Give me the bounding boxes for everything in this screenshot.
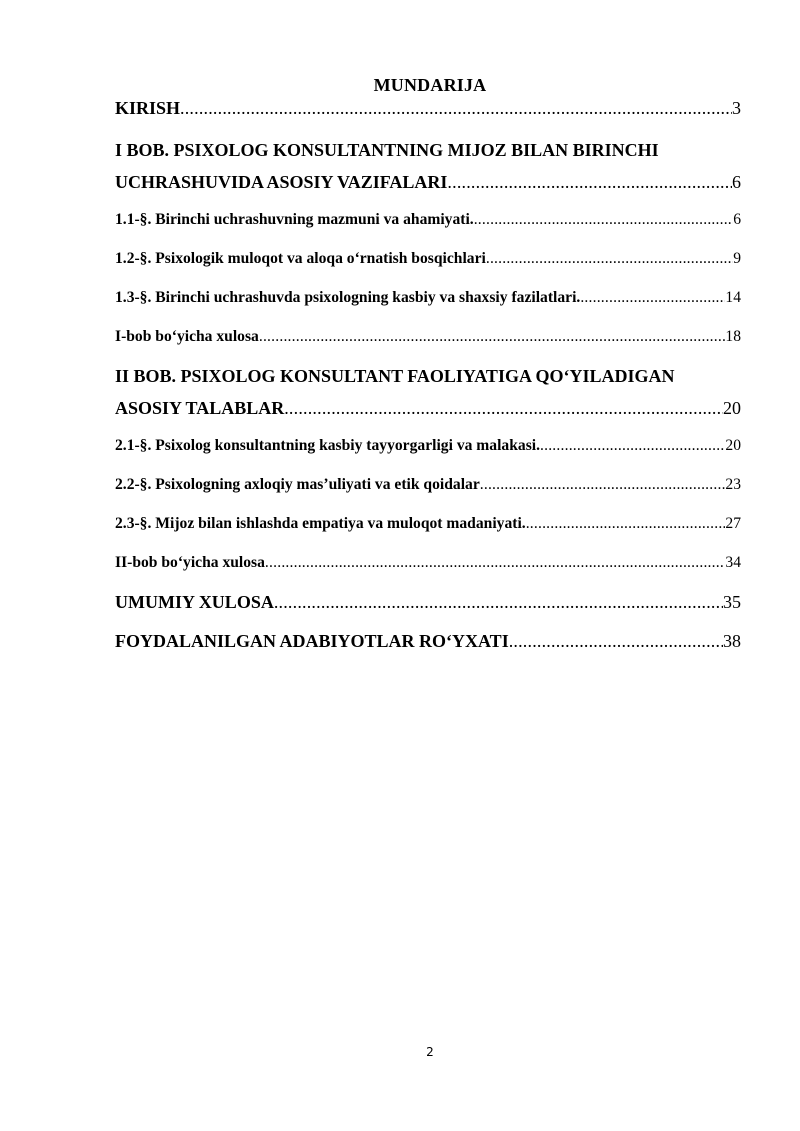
toc-entry-section-2-3[interactable] (115, 515, 741, 533)
toc-entry-section-1-1[interactable] (115, 211, 741, 229)
toc-entry-section-2-1[interactable] (115, 437, 741, 455)
dot-leader (265, 554, 725, 572)
toc-page-number: 6 (732, 172, 741, 192)
dot-leader (274, 592, 723, 613)
toc-entry-chapter-1-line1[interactable]: I BOB. PSIXOLOG KONSULTANTNING MIJOZ BILAN BIRINCHI (115, 140, 659, 160)
toc-entry-label: I-bob bo‘yicha xulosa (115, 328, 259, 345)
toc-entry-chapter-1[interactable] (115, 172, 741, 193)
toc-entry-label: UMUMIY XULOSA (115, 592, 274, 612)
toc-entry-chapter-2[interactable] (115, 398, 741, 419)
toc-page-number: 38 (723, 631, 741, 651)
toc-page-number: 35 (723, 592, 741, 612)
toc-page-number: 20 (723, 398, 741, 418)
toc-page-number: 18 (725, 328, 741, 345)
page-number: 2 (426, 1045, 434, 1059)
toc-entry-label: 2.1-§. Psixolog konsultantning kasbiy tayyorgarligi va malakasi. (115, 437, 540, 454)
dot-leader (509, 631, 723, 652)
toc-entry-section-2-2[interactable] (115, 476, 741, 494)
dot-leader (580, 289, 725, 307)
toc-entry-chapter-2-line1[interactable]: II BOB. PSIXOLOG KONSULTANT FAOLIYATIGA QO‘YILADIGAN (115, 366, 675, 386)
toc-entry-label: II-bob bo‘yicha xulosa (115, 554, 265, 571)
toc-entry-conclusion[interactable] (115, 592, 741, 613)
toc-page-number: 27 (725, 515, 741, 532)
toc-page-number: 9 (733, 250, 741, 267)
dot-leader (474, 211, 734, 229)
toc-entry-label: ASOSIY TALABLAR (115, 398, 285, 418)
dot-leader (284, 398, 723, 419)
dot-leader (180, 98, 732, 119)
toc-entry-chapter-2-summary[interactable] (115, 554, 741, 572)
dot-leader (540, 437, 725, 455)
toc-entry-kirish[interactable] (115, 98, 741, 119)
toc-page-number: 14 (725, 289, 741, 306)
toc-entry-label: KIRISH (115, 98, 181, 118)
toc-page-number: 6 (733, 211, 741, 228)
toc-title: MUNDARIJA (373, 75, 487, 95)
dot-leader (526, 515, 726, 533)
toc-entry-label: 2.2-§. Psixologning axloqiy mas’uliyati va etik qoidalar (115, 476, 480, 493)
dot-leader (486, 250, 733, 268)
toc-entry-references[interactable] (115, 631, 741, 652)
toc-page-number: 3 (732, 98, 741, 118)
toc-page-number: 23 (725, 476, 741, 493)
toc-page-number: 20 (725, 437, 741, 454)
toc-entry-label: 1.3-§. Birinchi uchrashuvda psixologning kasbiy va shaxsiy fazilatlari. (115, 289, 581, 306)
toc-entry-label: UCHRASHUVIDA ASOSIY VAZIFALARI (115, 172, 448, 192)
dot-leader (480, 476, 726, 494)
dot-leader (447, 172, 732, 193)
toc-entry-label: FOYDALANILGAN ADABIYOTLAR RO‘YXATI (115, 631, 509, 651)
toc-entry-label: 1.1-§. Birinchi uchrashuvning mazmuni va ahamiyati. (115, 211, 474, 228)
toc-page-number: 34 (725, 554, 741, 571)
dot-leader (259, 328, 726, 346)
toc-entry-section-1-2[interactable] (115, 250, 741, 268)
toc-entry-chapter-1-summary[interactable] (115, 328, 741, 346)
toc-entry-label: 2.3-§. Mijoz bilan ishlashda empatiya va muloqot madaniyati. (115, 515, 526, 532)
toc-entry-label: 1.2-§. Psixologik muloqot va aloqa o‘rnatish bosqichlari (115, 250, 486, 267)
toc-entry-section-1-3[interactable] (115, 289, 741, 307)
